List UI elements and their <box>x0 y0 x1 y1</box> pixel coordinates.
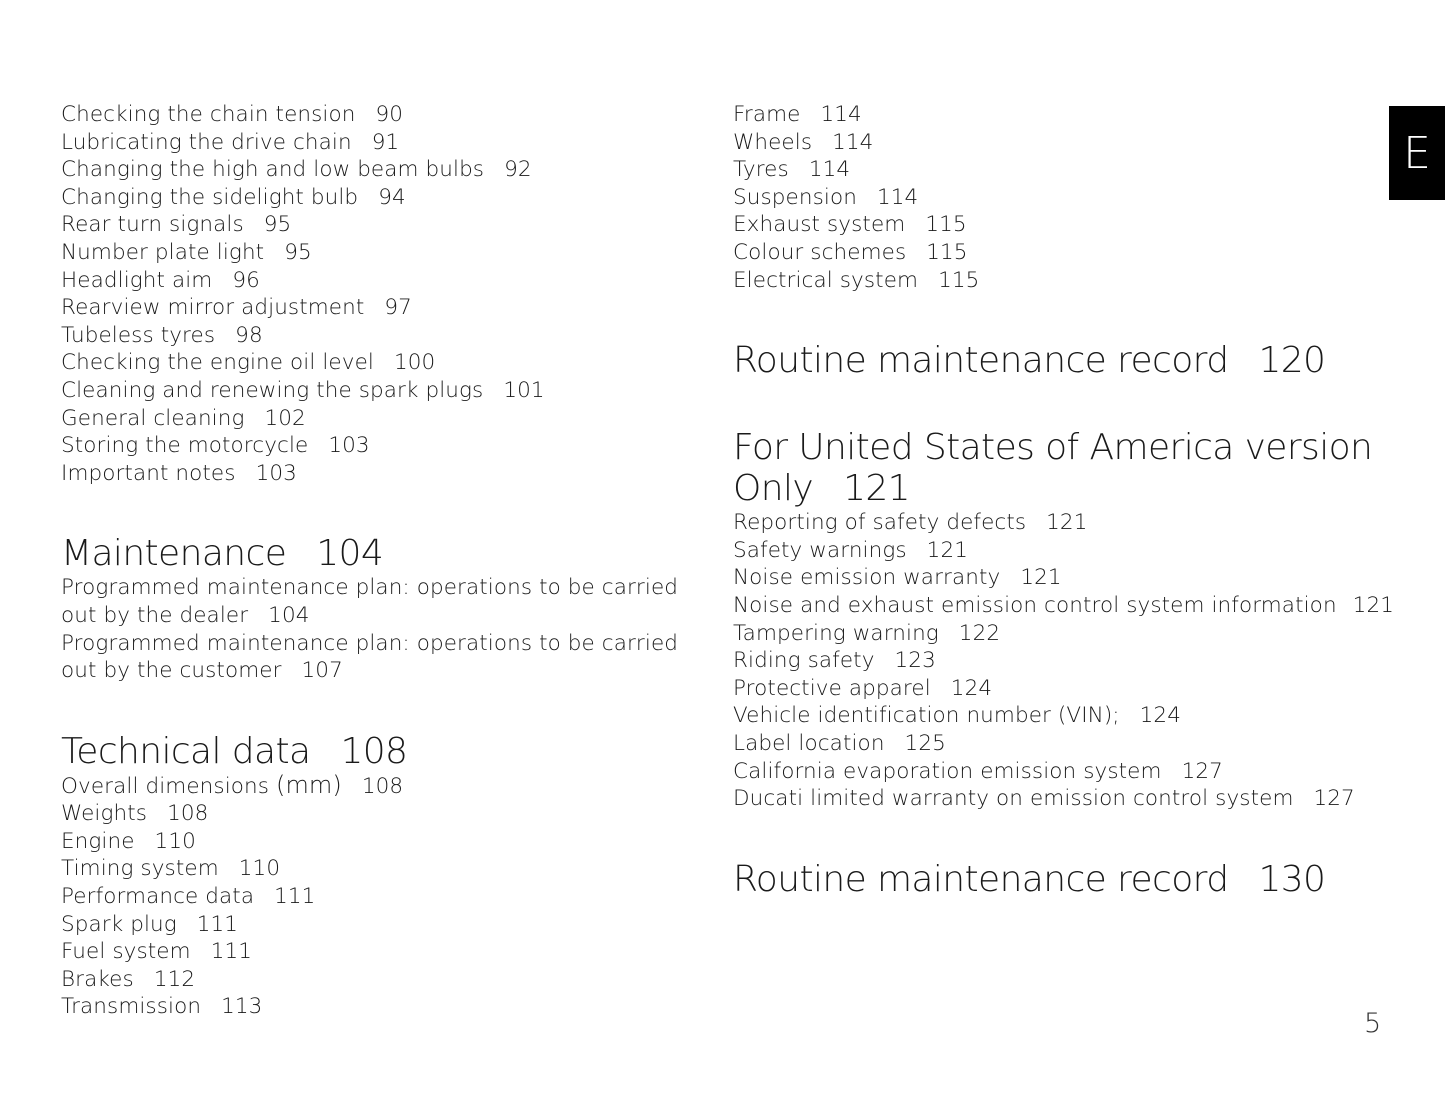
toc-page-number: 110 <box>238 856 281 882</box>
toc-page-number: 91 <box>371 129 400 155</box>
toc-entry[interactable]: Engine 110 <box>61 828 196 854</box>
toc-entry[interactable]: Transmission 113 <box>61 994 263 1020</box>
toc-entry[interactable]: Headlight aim 96 <box>61 267 260 293</box>
toc-page-number: 94 <box>378 184 406 210</box>
section-heading-technical-data[interactable]: Technical data 108 <box>61 730 408 772</box>
toc-entry[interactable]: Brakes 112 <box>61 966 196 992</box>
toc-page-number: 114 <box>820 102 862 127</box>
toc-page-number: 111 <box>274 884 316 910</box>
toc-page-number: 121 <box>1020 565 1062 591</box>
toc-page-number: 114 <box>876 184 919 210</box>
toc-page-number: 115 <box>926 239 968 265</box>
toc-entry[interactable]: Overall dimensions (mm) 108 <box>61 770 404 799</box>
toc-page-number: 97 <box>384 295 412 321</box>
toc-entry[interactable]: Checking the engine oil level 100 <box>61 350 436 376</box>
toc-entry[interactable]: Protective apparel 124 <box>733 675 993 701</box>
toc-entry[interactable]: Suspension 114 <box>733 184 919 210</box>
toc-page-number: 103 <box>328 433 370 459</box>
toc-entry[interactable]: Noise emission warranty 121 <box>733 565 1062 591</box>
toc-entry[interactable]: Reporting of safety defects 121 <box>733 510 1088 536</box>
toc-page-number: 111 <box>210 939 253 965</box>
toc-entry[interactable]: Noise and exhaust emission control system information 121 <box>733 592 1395 618</box>
toc-page-number: 130 <box>1258 858 1326 900</box>
toc-page-number: 115 <box>925 212 967 238</box>
toc-entry[interactable]: Safety warnings 121 <box>733 537 969 563</box>
toc-entry[interactable]: Spark plug 111 <box>61 911 239 937</box>
toc-page-number: 121 <box>1352 592 1395 618</box>
section-heading-usa-version[interactable]: For United States of America version Only 121 <box>733 427 1373 510</box>
toc-entry[interactable]: Lubricating the drive chain 91 <box>61 129 400 155</box>
toc-entry[interactable]: General cleaning 102 <box>61 405 306 431</box>
toc-page-number: 121 <box>843 468 910 510</box>
toc-page-number: 115 <box>938 267 980 293</box>
toc-page-number: 100 <box>393 350 436 376</box>
toc-page-number: 121 <box>1046 510 1088 536</box>
section-heading-maintenance[interactable]: Maintenance 104 <box>61 533 384 575</box>
toc-page-number: 101 <box>503 377 545 403</box>
toc-page-number: 102 <box>264 405 306 431</box>
page-number: 5 <box>1364 1008 1382 1039</box>
toc-page-number: 107 <box>301 658 343 684</box>
toc-page-number: 92 <box>504 157 532 183</box>
toc-entry[interactable]: Electrical system 115 <box>733 267 980 293</box>
toc-entry[interactable]: Wheels 114 <box>733 129 874 155</box>
toc-entry[interactable]: Tubeless tyres 98 <box>61 322 263 348</box>
section-heading-routine-maintenance-record-2[interactable]: Routine maintenance record 130 <box>733 858 1326 900</box>
toc-page-number: 110 <box>154 828 196 854</box>
toc-page-number: 114 <box>808 157 851 183</box>
toc-page-number: 125 <box>904 730 946 756</box>
toc-page-number: 121 <box>926 537 969 563</box>
toc-page-number: 95 <box>263 212 292 238</box>
section-heading-routine-maintenance-record[interactable]: Routine maintenance record 120 <box>733 340 1326 382</box>
toc-entry[interactable]: Storing the motorcycle 103 <box>61 433 370 459</box>
toc-page-number: 108 <box>167 801 209 827</box>
toc-entry[interactable]: Programmed maintenance plan: operations to be carried out by the dealer 104 <box>61 575 679 628</box>
toc-entry[interactable]: Cleaning and renewing the spark plugs 101 <box>61 377 545 403</box>
toc-page-number: 104 <box>316 533 384 575</box>
toc-page-number: 108 <box>340 730 408 772</box>
toc-page-number: 112 <box>153 966 196 992</box>
toc-page-number: 111 <box>196 911 239 937</box>
toc-entry[interactable]: Ducati limited warranty on emission control system 127 <box>733 786 1355 812</box>
unit-label: (mm) <box>275 770 342 799</box>
toc-page-number: 124 <box>1139 703 1181 729</box>
toc-page-number: 113 <box>221 994 263 1020</box>
toc-page-number: 120 <box>1258 340 1326 382</box>
toc-page-number: 122 <box>958 620 1001 646</box>
toc-page-number: 108 <box>361 773 404 799</box>
toc-entry[interactable]: Frame 114 <box>733 102 862 127</box>
toc-entry[interactable]: Rearview mirror adjustment 97 <box>61 295 412 321</box>
toc-entry[interactable]: Riding safety 123 <box>733 648 936 674</box>
toc-entry[interactable]: Important notes 103 <box>61 460 297 486</box>
toc-entry[interactable]: Checking the chain tension 90 <box>61 102 404 127</box>
toc-right-column <box>733 101 1413 900</box>
toc-entry[interactable]: Label location 125 <box>733 730 946 756</box>
toc-entry[interactable]: Rear turn signals 95 <box>61 212 292 238</box>
toc-entry[interactable]: Performance data 111 <box>61 884 316 910</box>
toc-entry[interactable]: Fuel system 111 <box>61 939 253 965</box>
language-tab: E <box>1389 106 1445 200</box>
toc-page-number: 96 <box>232 267 260 293</box>
toc-page-number: 123 <box>894 648 936 674</box>
toc-entry[interactable]: Number plate light 95 <box>61 239 312 265</box>
toc-entry[interactable]: Tampering warning 122 <box>733 620 1001 646</box>
toc-entry[interactable]: Vehicle identification number (VIN); 124 <box>733 703 1181 729</box>
toc-page-number: 127 <box>1181 758 1223 784</box>
toc-entry[interactable]: Exhaust system 115 <box>733 212 967 238</box>
toc-page-number: 90 <box>375 102 404 127</box>
toc-page-number: 127 <box>1313 786 1355 812</box>
toc-entry[interactable]: Colour schemes 115 <box>733 239 968 265</box>
toc-page-number: 124 <box>950 675 993 701</box>
toc-entry[interactable]: Tyres 114 <box>733 157 851 183</box>
toc-entry[interactable]: California evaporation emission system 127 <box>733 758 1223 784</box>
toc-page-number: 103 <box>255 460 297 486</box>
toc-page-number: 104 <box>268 602 310 628</box>
toc-entry[interactable]: Weights 108 <box>61 801 209 827</box>
toc-entry[interactable]: Changing the high and low beam bulbs 92 <box>61 157 532 183</box>
toc-entry[interactable]: Timing system 110 <box>61 856 281 882</box>
toc-page-number: 114 <box>832 129 874 155</box>
toc-page-number: 98 <box>235 322 263 348</box>
toc-entry[interactable]: Changing the sidelight bulb 94 <box>61 184 406 210</box>
toc-entry[interactable]: Programmed maintenance plan: operations to be carried out by the customer 107 <box>61 630 679 684</box>
toc-left-column <box>61 101 711 1021</box>
toc-page-number: 95 <box>284 239 312 265</box>
